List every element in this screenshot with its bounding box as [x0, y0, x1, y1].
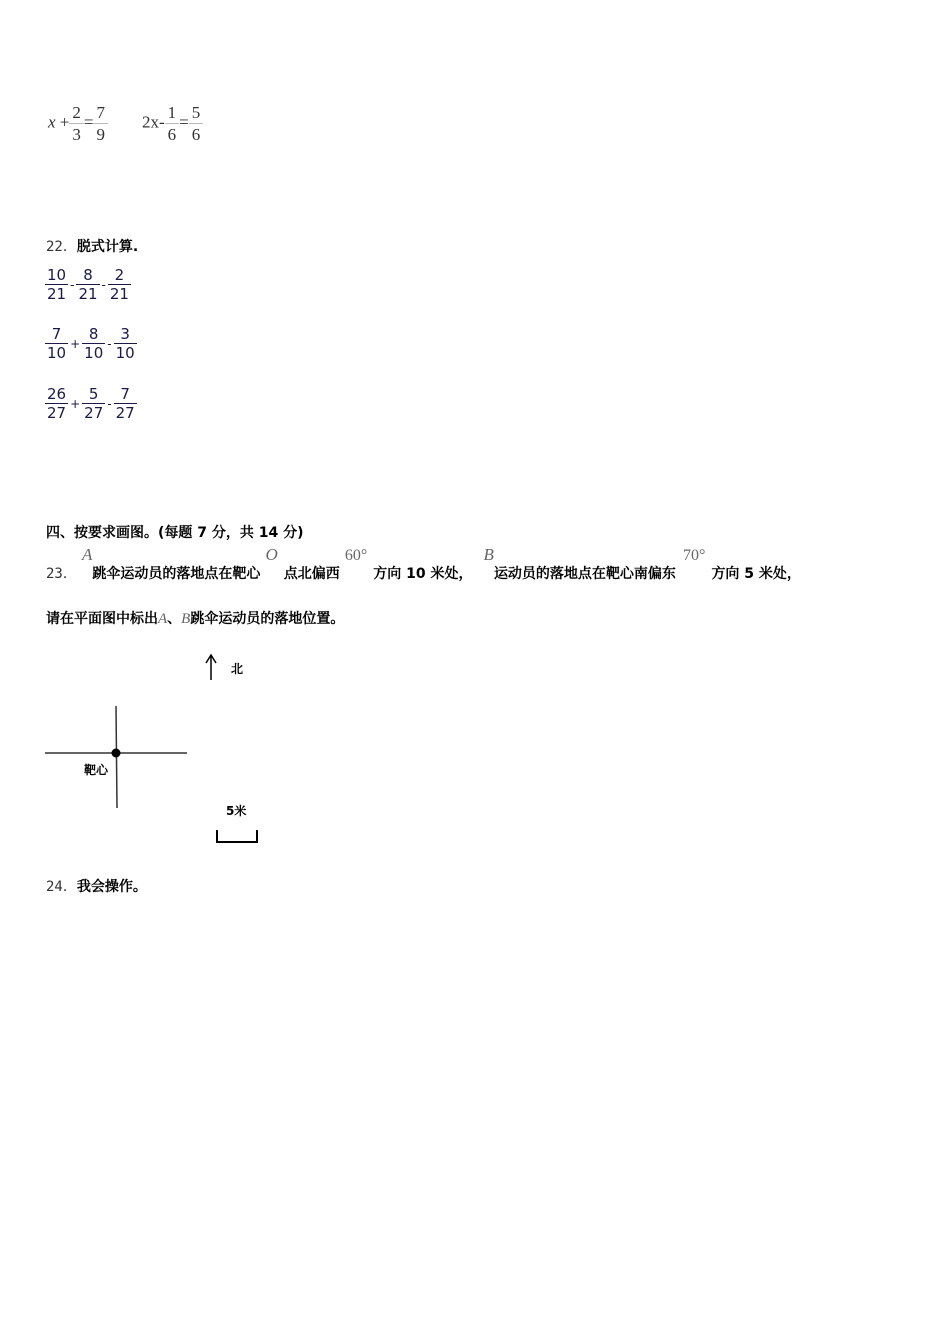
operator: +	[70, 336, 81, 351]
text: 、	[167, 611, 182, 627]
question-number: 24．	[46, 879, 77, 895]
point-b-label: B	[181, 611, 191, 627]
scale-bar	[217, 830, 257, 842]
equals: =	[179, 112, 189, 132]
operator: +	[59, 112, 70, 132]
numerator: 26	[47, 385, 67, 403]
denominator: 27	[115, 404, 135, 422]
question-24-heading	[46, 876, 147, 896]
text: 方向 10 米处，	[373, 566, 473, 582]
center-label: 靶心	[84, 763, 109, 777]
point-b-label: B	[483, 545, 494, 564]
denominator: 21	[78, 285, 98, 303]
question-title: 脱式计算.	[76, 239, 139, 255]
operator: -	[107, 336, 112, 351]
text: 跳伞运动员的落地点在靶心	[92, 566, 261, 582]
numerator: 2	[108, 267, 131, 285]
numerator: 8	[76, 267, 99, 285]
denominator: 6	[191, 125, 201, 144]
question-number: 23．	[46, 566, 77, 582]
operator: -	[107, 396, 112, 411]
denominator: 9	[96, 125, 105, 144]
scale-label: 5米	[226, 804, 247, 818]
numerator: 1	[165, 102, 180, 124]
denominator: 27	[84, 404, 104, 422]
operator: -	[101, 277, 106, 292]
text: 跳伞运动员的落地位置。	[190, 611, 345, 627]
variable: x	[48, 112, 56, 132]
denominator: 10	[47, 344, 67, 362]
operator: -	[70, 277, 75, 292]
point-a-label: A	[81, 545, 93, 564]
numerator: 7	[114, 386, 137, 404]
numerator: 7	[45, 326, 68, 344]
angle-70: 70°	[683, 547, 706, 564]
variable: 2x	[142, 112, 159, 132]
denominator: 10	[84, 344, 104, 362]
numerator: 5	[82, 386, 105, 404]
numerator: 7	[93, 102, 108, 124]
operator: -	[159, 112, 165, 132]
denominator: 10	[115, 344, 135, 362]
denominator: 3	[72, 125, 81, 144]
north-label: 北	[231, 662, 244, 676]
numerator: 5	[189, 102, 204, 124]
numerator: 8	[82, 326, 105, 344]
operator: +	[70, 396, 81, 411]
numerator: 3	[114, 326, 137, 344]
section-title: 四、按要求画图。(每题 7 分，共 14 分)	[46, 525, 304, 541]
text: 运动员的落地点在靶心南偏东	[493, 566, 676, 582]
equals: =	[83, 112, 94, 132]
text: 方向 5 米处，	[711, 566, 801, 582]
text: 请在平面图中标出	[46, 611, 158, 627]
question-number: 22．	[46, 239, 77, 255]
question-title: 我会操作。	[76, 879, 147, 895]
point-a-label: A	[158, 611, 168, 627]
target-center-dot	[112, 749, 121, 758]
text: 点北偏西	[283, 566, 340, 582]
angle-60: 60°	[344, 547, 368, 564]
point-o-label: O	[265, 545, 278, 564]
denominator: 21	[47, 285, 67, 303]
numerator: 2	[69, 102, 84, 124]
denominator: 27	[47, 404, 67, 422]
numerator: 10	[47, 266, 67, 284]
denominator: 6	[167, 125, 177, 144]
denominator: 21	[109, 285, 129, 303]
